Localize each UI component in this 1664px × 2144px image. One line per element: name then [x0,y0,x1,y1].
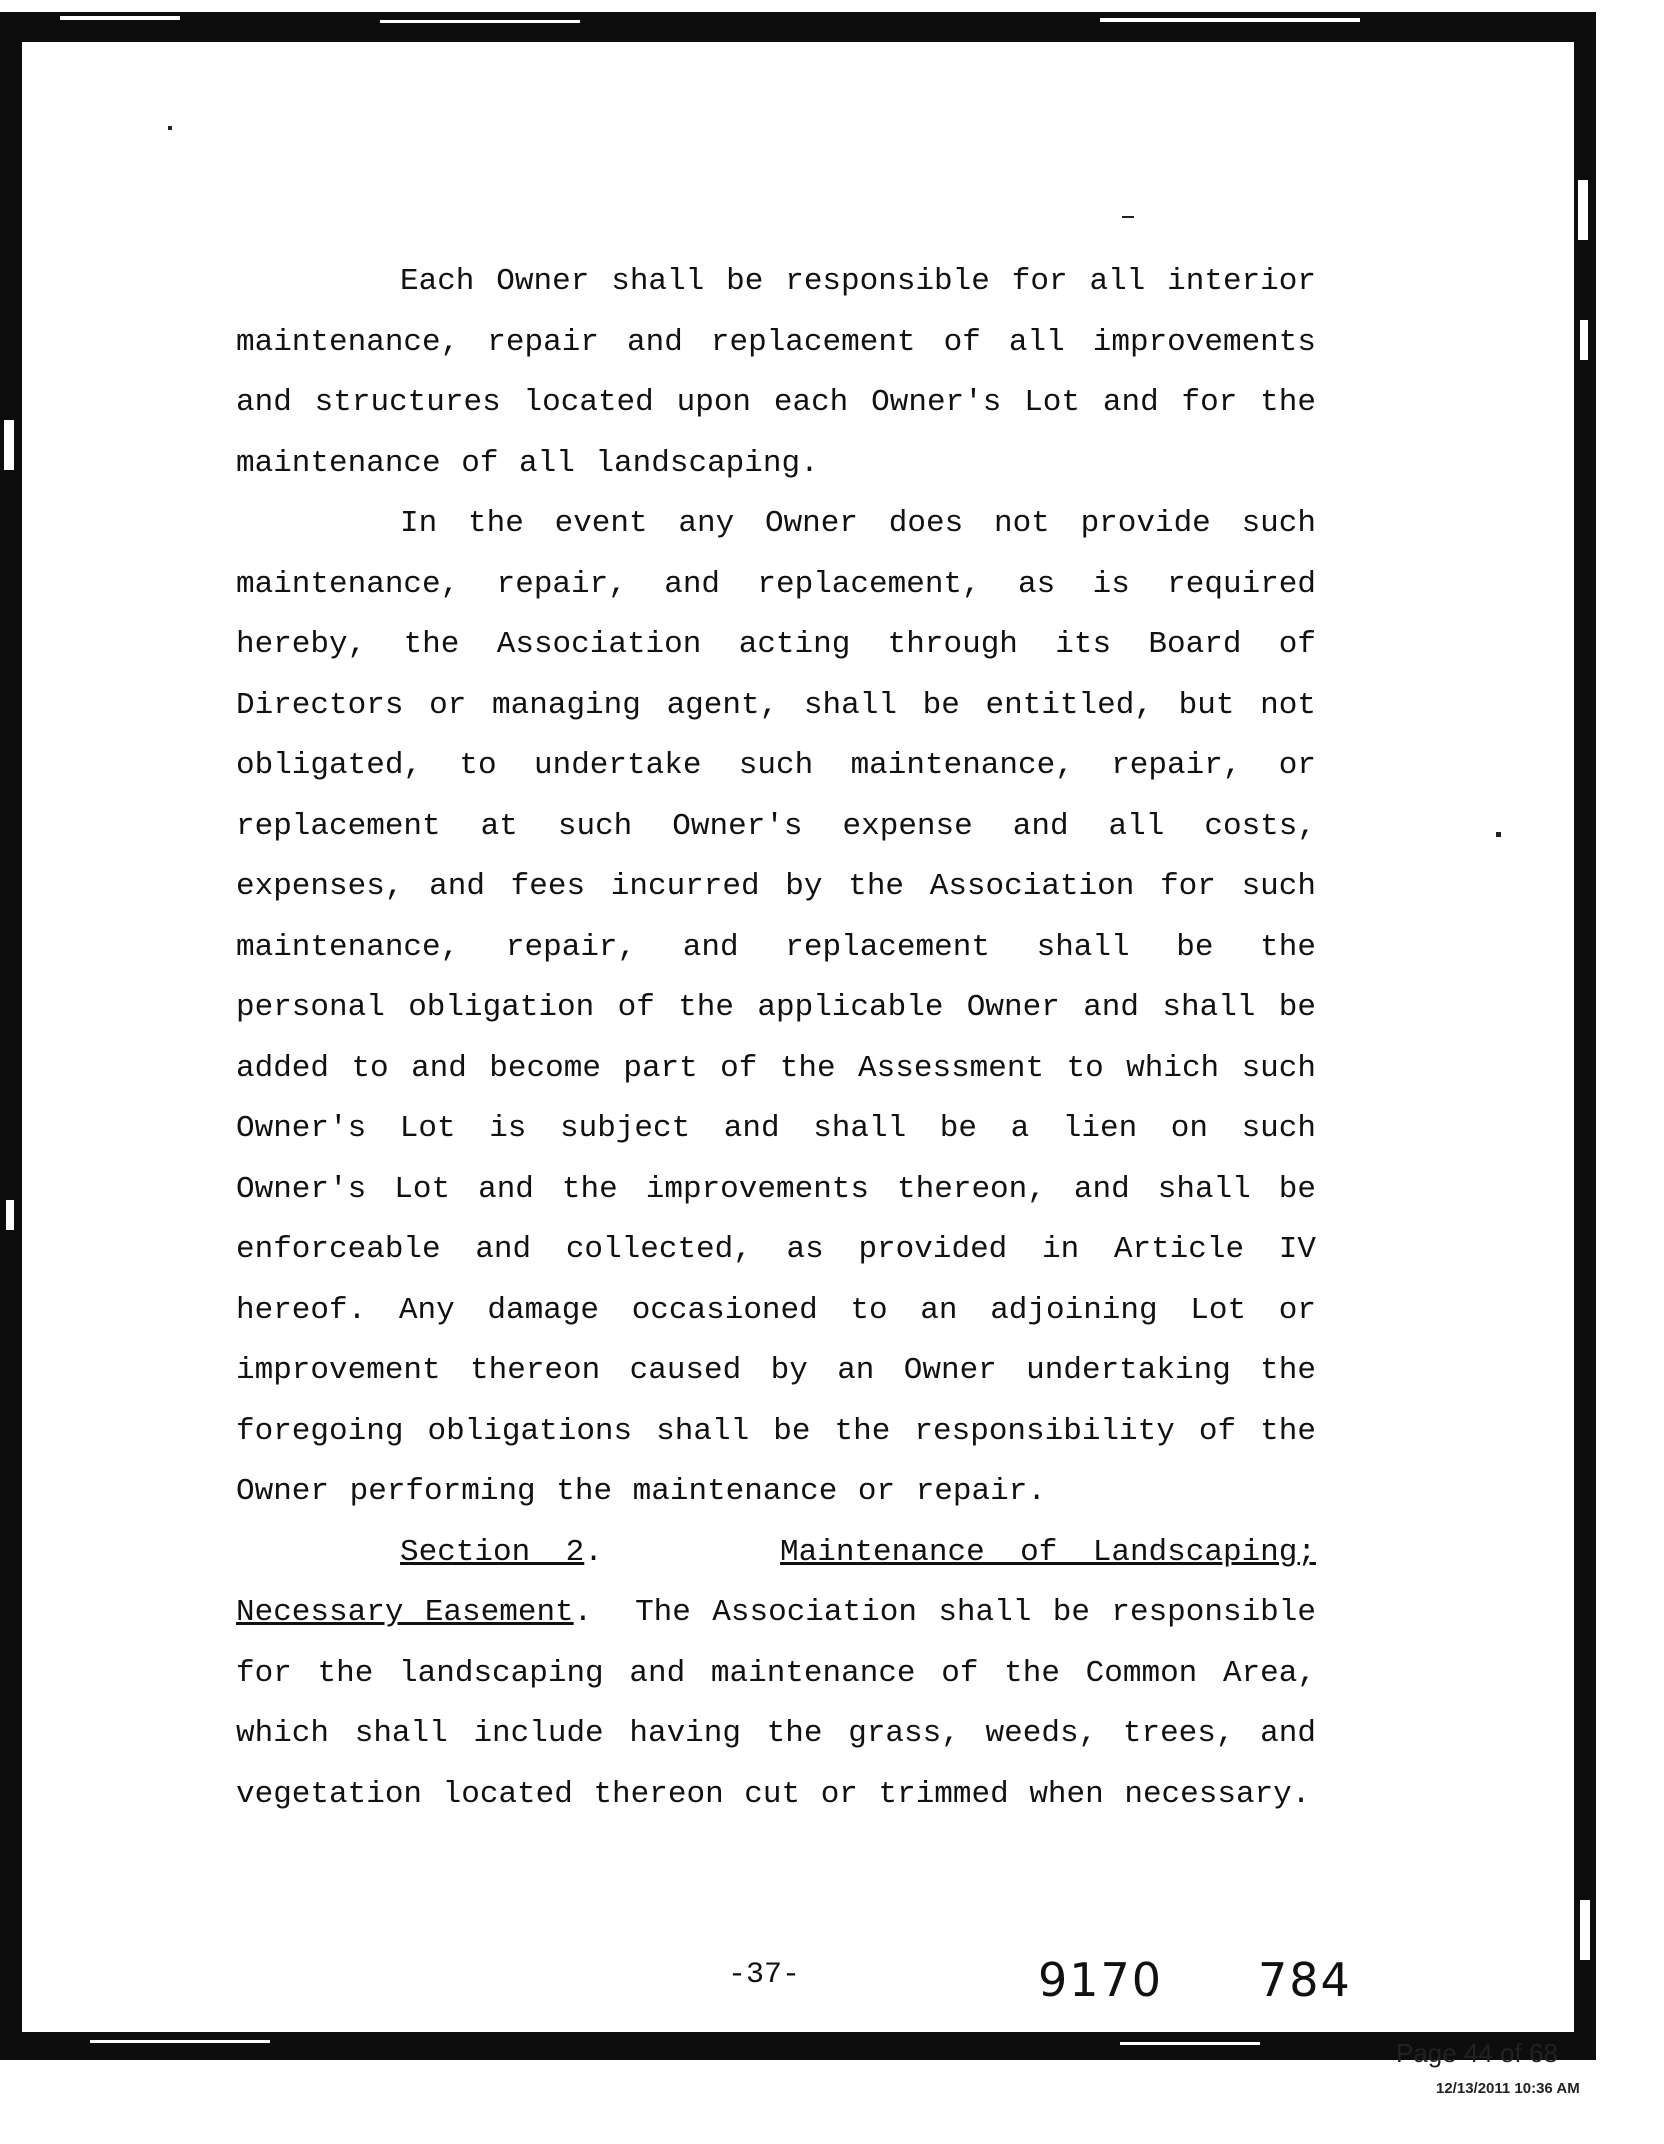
document-body [236,252,1316,1825]
scan-noise [1496,832,1501,837]
scan-noise [60,16,180,20]
section-title-continued: Necessary Easement [236,1595,574,1630]
paragraph-owner-default: In the event any Owner does not provide such maintenance, repair, and replacement, as is required hereby, the Association acting through its Board of Directors or managing agent, shall be entitled, but not obligated, to undertake such maintenance, repair, or replacement at such Owner's expense and all costs, expenses, and fees incurred by the Association for such maintenance, repair, and replacement shall be the personal obligation of the applicable Owner and shall be added to and become part of the Assessment to which such Owner's Lot is subject and shall be a lien on such Owner's Lot and the improvements thereon, and shall be enforceable and collected, as provided in Article IV hereof. Any damage occasioned to an adjoining Lot or improvement thereon caused by an Owner undertaking the foregoing obligations shall be the responsibility of the Owner performing the maintenance or repair. [236,506,1316,1509]
scan-noise [90,2040,270,2043]
footer-timestamp: 12/13/2011 10:36 AM [1436,2080,1580,2097]
scan-noise [6,1200,14,1230]
scan-border-bottom [6,2032,1596,2060]
scan-noise [1580,320,1588,360]
scan-noise [168,126,172,130]
page-number: -37- [728,1958,801,1992]
section-body: The Association shall be responsible for the landscaping and maintenance of the Common Area, which shall include having the grass, weeds, trees, and vegetation located thereon cut or trimmed when necessary. [236,1595,1316,1812]
recording-stamp-book: 9170 [1038,1953,1164,2007]
section-2-paragraph: Section 2. Maintenance of Landscaping; Necessary Easement. The Association shall be responsible for the landscaping and maintenance of the Common Area, which shall include having the grass, weeds, trees, and vegetation located thereon cut or trimmed when necessary. [236,1534,1316,1812]
scan-noise [1122,216,1134,218]
recording-stamp-page: 784 [1258,1953,1352,2007]
section-title: Maintenance of Landscaping; [780,1534,1316,1570]
scan-border-left [0,12,22,2060]
paragraph-interior-maintenance: Each Owner shall be responsible for all interior maintenance, repair and replacement of all improvements and structures located upon each Owner's Lot and for the maintenance of all landscaping. [236,264,1316,481]
scan-noise [1120,2042,1260,2045]
footer-page-count: Page 44 of 68 [1396,2038,1558,2068]
scan-noise [1580,1900,1590,1960]
scan-noise [380,20,580,23]
section-number: Section 2 [400,1534,585,1570]
scan-noise [1578,180,1588,240]
scan-noise [4,420,14,470]
scan-border-top [6,12,1596,42]
scan-noise [1100,18,1360,22]
